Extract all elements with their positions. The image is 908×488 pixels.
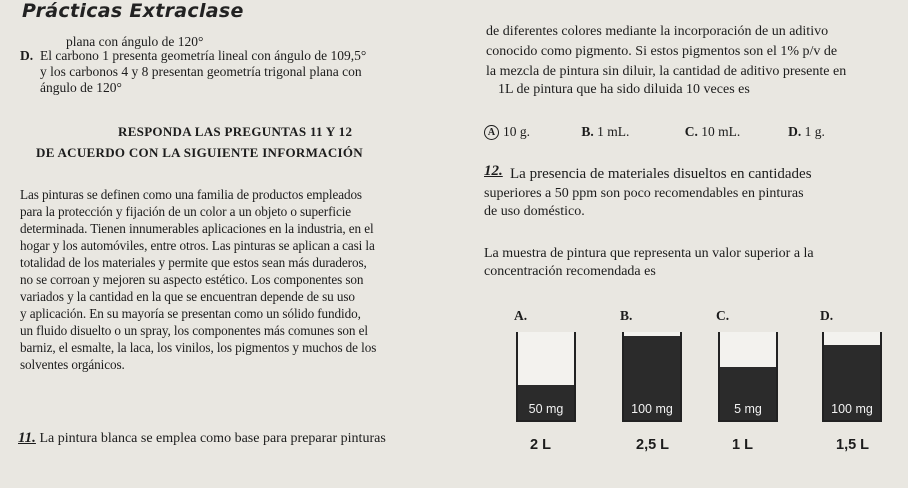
beaker-letter[interactable]: D. [820, 308, 834, 323]
beaker [718, 332, 778, 422]
paragraph-line: variados y la cantidad en la que se encuentran depende de su uso [20, 289, 355, 304]
continuation-line: conocido como pigmento. Si estos pigmentos son el 1% p/v de [486, 44, 838, 59]
beaker-mass-label: 100 mg [831, 402, 873, 416]
continuation-line: la mezcla de pintura sin diluir, la cantidad de aditivo presente en [486, 64, 847, 79]
question-12-question-2: concentración recomendada es [484, 264, 656, 279]
question-11-options [484, 124, 825, 140]
paragraph-line: barniz, el esmalte, la laca, los vinilos, los pigmentos y muchos de los [20, 340, 377, 355]
option-d-label: D. [20, 48, 34, 63]
beaker-volume-label: 1 L [732, 437, 753, 453]
question-12-line-3: de uso doméstico. [484, 204, 585, 219]
option-d-line-3: ángulo de 120° [40, 80, 122, 95]
page-header: Prácticas Extraclase [22, 0, 244, 22]
beaker-mass-label: 100 mg [631, 402, 673, 416]
beaker-letter[interactable]: A. [514, 308, 528, 323]
option-a-letter: A [484, 125, 499, 140]
question-12-question: La muestra de pintura que representa un valor superior a la [484, 246, 814, 261]
beaker-letter[interactable]: B. [620, 308, 633, 323]
continuation-line: 1L de pintura que ha sido diluida 10 veces es [498, 82, 750, 97]
beaker-mass-label: 5 mg [734, 402, 762, 416]
question-11-text: La pintura blanca se emplea como base para preparar pinturas [39, 431, 386, 446]
option-c-text: 10 mL. [701, 124, 741, 139]
question-11 [18, 430, 386, 447]
paragraph-line: solventes orgánicos. [20, 357, 125, 372]
question-11-number: 11. [18, 430, 36, 446]
beaker-liquid [720, 367, 776, 420]
question-12-number [484, 163, 503, 180]
option-d-text: 1 g. [804, 124, 825, 139]
beaker-liquid [624, 336, 680, 420]
beaker [622, 332, 682, 422]
question-12-label: 12. [484, 163, 503, 179]
info-paragraph [20, 186, 438, 373]
beaker-volume-label: 1,5 L [836, 437, 870, 453]
option-c[interactable] [685, 124, 785, 140]
paragraph-line: y aplicación. En su mayoría se presentan como un sólido fundido, [20, 306, 361, 321]
beaker-liquid [824, 345, 880, 420]
option-b[interactable] [581, 124, 681, 140]
question-12-line-2: superiores a 50 ppm son poco recomendables en pinturas [484, 186, 804, 201]
option-a-text: 10 g. [503, 124, 530, 139]
beaker-volume-label: 2,5 L [636, 437, 670, 453]
beaker-mass-label: 50 mg [528, 402, 564, 416]
paragraph-line: un fluido disuelto o un spray, los componentes más comunes son el [20, 323, 368, 338]
option-b-text: 1 mL. [597, 124, 630, 139]
section-heading-2: DE ACUERDO CON LA SIGUIENTE INFORMACIÓN [36, 145, 363, 160]
paragraph-line: Las pinturas se definen como una familia de productos empleados [20, 187, 362, 202]
option-a[interactable] [484, 124, 578, 140]
paragraph-line: no se corroan y mejoren su aspecto estético. Los componentes son [20, 272, 364, 287]
question-12-line-1: La presencia de materiales disueltos en cantidades [510, 166, 812, 182]
beaker [516, 332, 576, 422]
paragraph-line: determinada. Tienen innumerables aplicaciones en la industria, en el [20, 221, 374, 236]
beaker-volume-label: 2 L [530, 437, 551, 453]
paragraph-line: totalidad de los materiales y permite que estos sean más duraderos, [20, 255, 367, 270]
option-d-line-1: El carbono 1 presenta geometría lineal con ángulo de 109,5° [40, 48, 367, 63]
beaker-letter[interactable]: C. [716, 308, 730, 323]
option-d-line-2: y los carbonos 4 y 8 presentan geometría trigonal plana con [40, 64, 362, 79]
option-d[interactable] [788, 124, 825, 140]
beaker-liquid [518, 385, 574, 420]
option-b-letter: B. [581, 124, 594, 139]
paragraph-line: para la protección y fijación de un color a un objeto o superficie [20, 204, 352, 219]
section-heading-1: RESPONDA LAS PREGUNTAS 11 Y 12 [118, 124, 353, 139]
continuation-line: de diferentes colores mediante la incorporación de un aditivo [486, 24, 829, 39]
previous-option-tail: plana con ángulo de 120° [66, 34, 204, 49]
option-d-letter: D. [788, 124, 802, 139]
paragraph-line: hogar y los automóviles, entre otros. Las pinturas se aplican a casi la [20, 238, 375, 253]
option-c-letter: C. [684, 124, 698, 139]
beaker [822, 332, 882, 422]
